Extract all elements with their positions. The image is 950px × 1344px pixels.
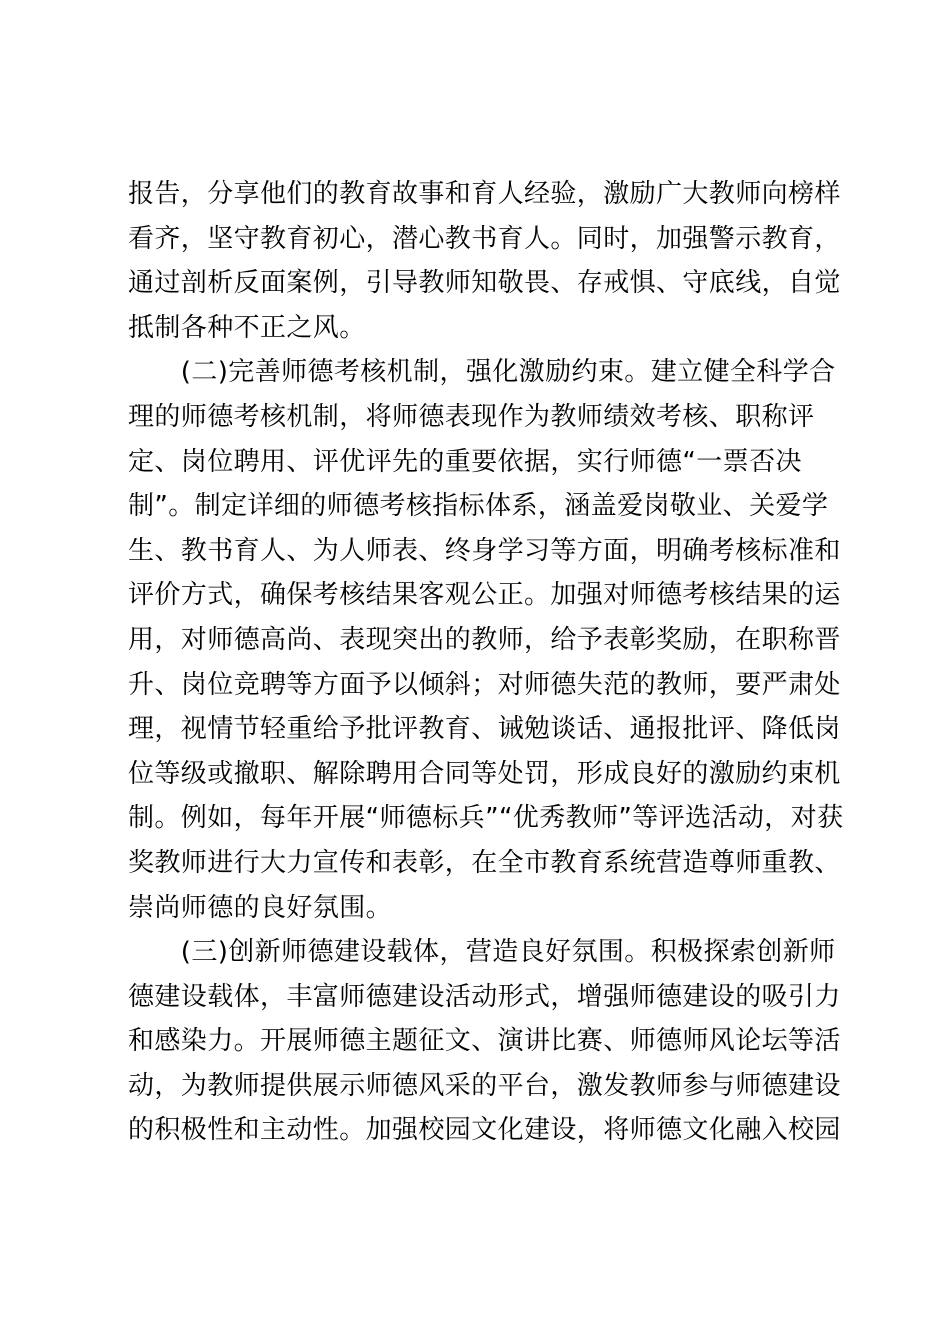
text-line: 理的师德考核机制，将师德表现作为教师绩效考核、职称评: [128, 401, 815, 432]
text-line: 理，视情节轻重给予批评教育、诫勉谈话、通报批评、降低岗: [128, 714, 841, 745]
text-line: 崇尚师德的良好氛围。: [128, 892, 393, 923]
text-line: 奖教师进行大力宣传和表彰，在全市教育系统营造尊师重教、: [128, 847, 841, 878]
text-line: (三)创新师德建设载体，营造良好氛围。积极探索创新师: [128, 937, 836, 968]
text-line: 德建设载体，丰富师德建设活动形式，增强师德建设的吸引力: [128, 981, 841, 1012]
text-line: 位等级或撤职、解除聘用合同等处罚，形成良好的激励约束机: [128, 758, 841, 789]
paragraph-section-3: [128, 930, 841, 1153]
paragraph-continuation: [128, 172, 841, 350]
text-line: 报告，分享他们的教育故事和育人经验，激励广大教师向榜样: [128, 179, 841, 209]
text-line: 通过剖析反面案例，引导教师知敬畏、存戒惧、守底线，自觉: [128, 268, 841, 299]
text-line: 的积极性和主动性。加强校园文化建设，将师德文化融入校园: [128, 1115, 841, 1146]
text-line: 生、教书育人、为人师表、终身学习等方面，明确考核标准和: [128, 535, 841, 566]
text-line: 评价方式，确保考核结果客观公正。加强对师德考核结果的运: [128, 580, 841, 611]
text-line: 制”。制定详细的师德考核指标体系，涵盖爱岗敬业、关爱学: [128, 491, 829, 522]
text-line: 制。例如，每年开展“师德标兵”“优秀教师”等评选活动，对获: [128, 803, 844, 834]
text-line: 和感染力。开展师德主题征文、演讲比赛、师德师风论坛等活: [128, 1026, 841, 1057]
text-line: (二)完善师德考核机制，强化激励约束。建立健全科学合: [128, 357, 836, 388]
paragraph-section-2: [128, 350, 844, 930]
text-line: 动，为教师提供展示师德风采的平台，激发教师参与师德建设: [128, 1070, 841, 1101]
text-line: 看齐，坚守教育初心，潜心教书育人。同时，加强警示教育，: [128, 223, 841, 254]
document-body: [128, 172, 844, 1153]
text-line: 定、岗位聘用、评优评先的重要依据，实行师德“一票否决: [128, 446, 802, 477]
text-line: 升、岗位竞聘等方面予以倾斜；对师德失范的教师，要严肃处: [128, 669, 841, 700]
text-line: 抵制各种不正之风。: [128, 312, 366, 343]
text-line: 用，对师德高尚、表现突出的教师，给予表彰奖励，在职称晋: [128, 624, 841, 655]
